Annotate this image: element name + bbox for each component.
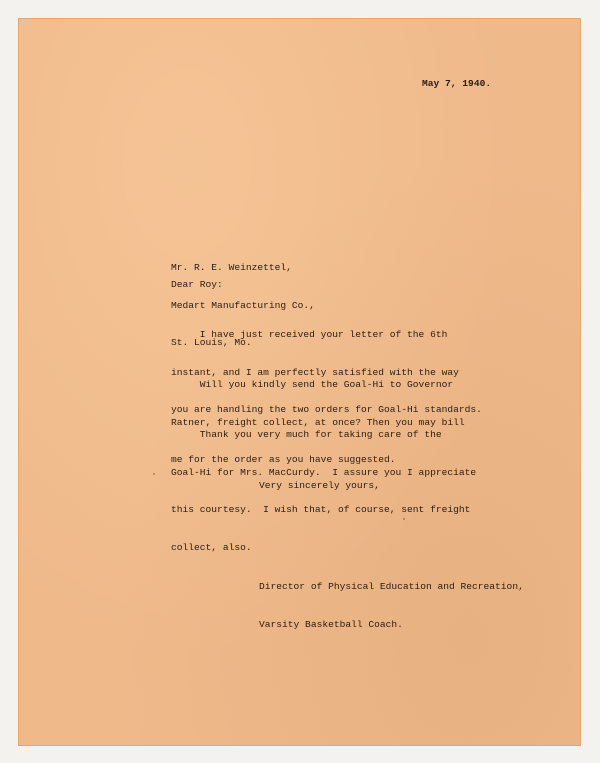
paragraph-line: collect, also. (171, 541, 252, 553)
address-line: Medart Manufacturing Co., (171, 299, 315, 311)
paragraph-line: instant, and I am perfectly satisfied with the way (171, 366, 459, 378)
paragraph-line: this courtesy. I wish that, of course, sent freight (171, 504, 471, 515)
signature-block (259, 556, 524, 656)
paragraph-line: Goal-Hi for Mrs. MacCurdy. I assure you I appreciate (171, 466, 477, 478)
paragraph-line: Will you kindly send the Goal-Hi to Governor (171, 379, 454, 390)
paragraph-line: Thank you very much for taking care of the (171, 429, 442, 440)
paper-speck (403, 518, 405, 520)
letter-date: May 7, 1940. (422, 78, 492, 89)
paragraph-line: you are handling the two orders for Goal-Hi standards. (171, 404, 482, 415)
complimentary-close: Very sincerely yours, (259, 480, 380, 491)
paragraph-line: Ratner, freight collect, at once? Then you may bill (171, 416, 465, 428)
address-line: Mr. R. E. Weinzettel, (171, 262, 292, 273)
address-line: St. Louis, Mo. (171, 337, 252, 348)
paragraph-line: me for the order as you have suggested. (171, 454, 396, 465)
paper-speck (153, 473, 155, 475)
signature-line: Director of Physical Education and Recreation, (259, 581, 524, 592)
salutation: Dear Roy: (171, 279, 223, 290)
paragraph-line: I have just received your letter of the 6th (171, 329, 448, 340)
letter-page (18, 18, 581, 746)
signature-line: Varsity Basketball Coach. (259, 618, 403, 630)
